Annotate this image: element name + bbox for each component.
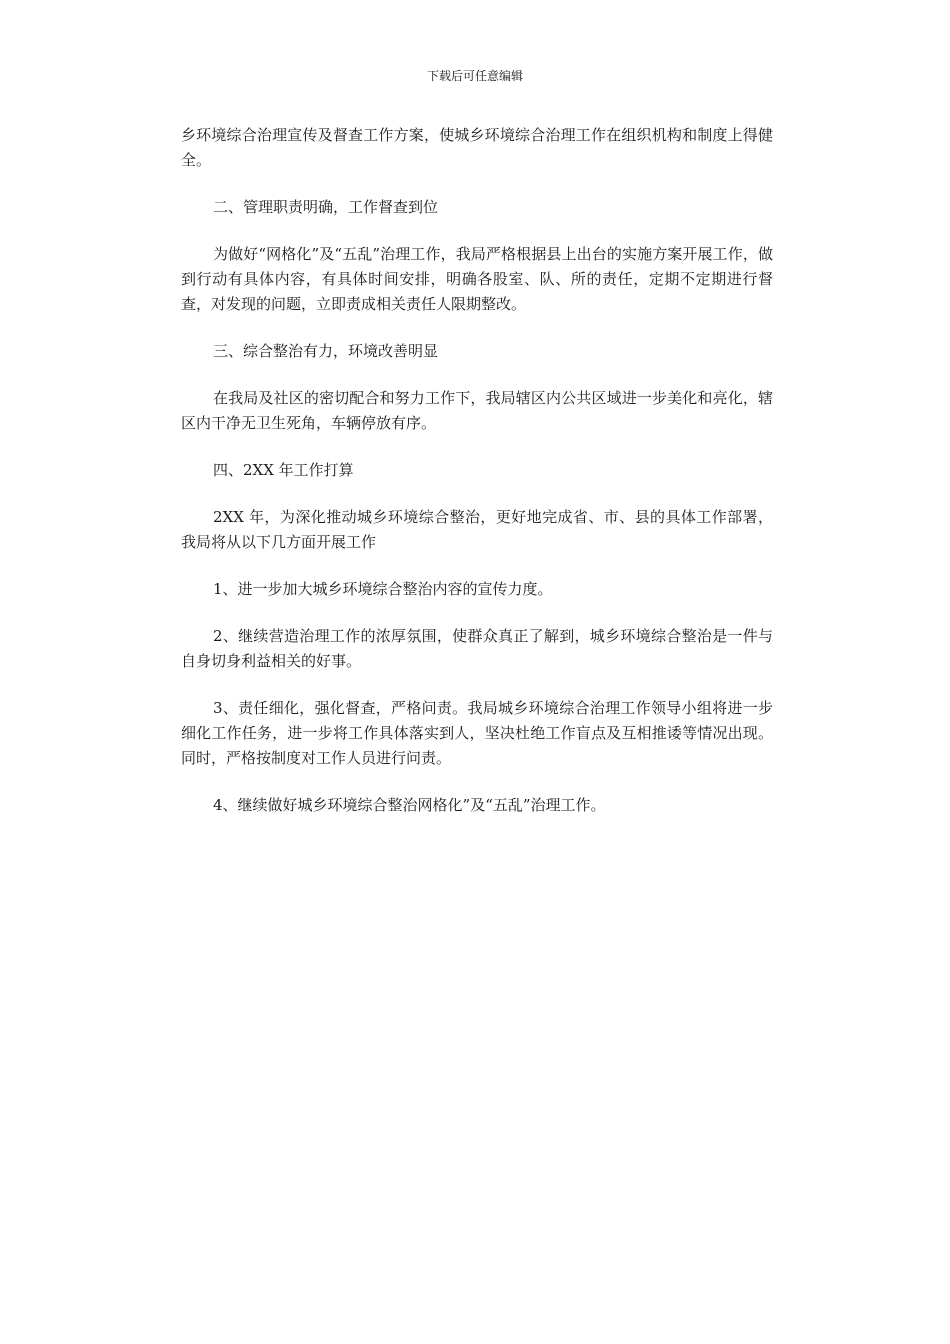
- paragraph-continuation: 乡环境综合治理宣传及督查工作方案，使城乡环境综合治理工作在组织机构和制度上得健全。: [181, 126, 773, 169]
- paragraph: 为做好“网格化”及“五乱”治理工作，我局严格根据县上出台的实施方案开展工作，做到行动有具体内容，有具体时间安排，明确各股室、队、所的责任，定期不定期进行督查，对发现的问题，立即责成相关责任人限期整改。: [181, 245, 773, 313]
- list-item: 4、继续做好城乡环境综合整治网格化”及“五乱”治理工作。: [213, 796, 606, 814]
- section-heading-3: 三、综合整治有力，环境改善明显: [213, 342, 439, 360]
- page-header: 下载后可任意编辑: [426, 69, 523, 83]
- document-body: [181, 123, 773, 840]
- paragraph: 在我局及社区的密切配合和努力工作下，我局辖区内公共区域进一步美化和亮化，辖区内干净无卫生死角，车辆停放有序。: [181, 389, 773, 432]
- section-heading-4: 四、2XX 年工作打算: [213, 461, 354, 479]
- list-item: 3、责任细化，强化督查，严格问责。我局城乡环境综合治理工作领导小组将进一步细化工作任务，进一步将工作具体落实到人，坚决杜绝工作盲点及互相推诿等情况出现。同时，严格按制度对工作人员进行问责。: [181, 699, 773, 767]
- paragraph: 2XX 年，为深化推动城乡环境综合整治，更好地完成省、市、县的具体工作部署，我局将从以下几方面开展工作: [181, 508, 773, 551]
- section-heading-2: 二、管理职责明确，工作督查到位: [213, 198, 439, 216]
- list-item: 1、进一步加大城乡环境综合整治内容的宣传力度。: [213, 580, 553, 598]
- list-item: 2、继续营造治理工作的浓厚氛围，使群众真正了解到，城乡环境综合整治是一件与自身切身利益相关的好事。: [181, 627, 773, 670]
